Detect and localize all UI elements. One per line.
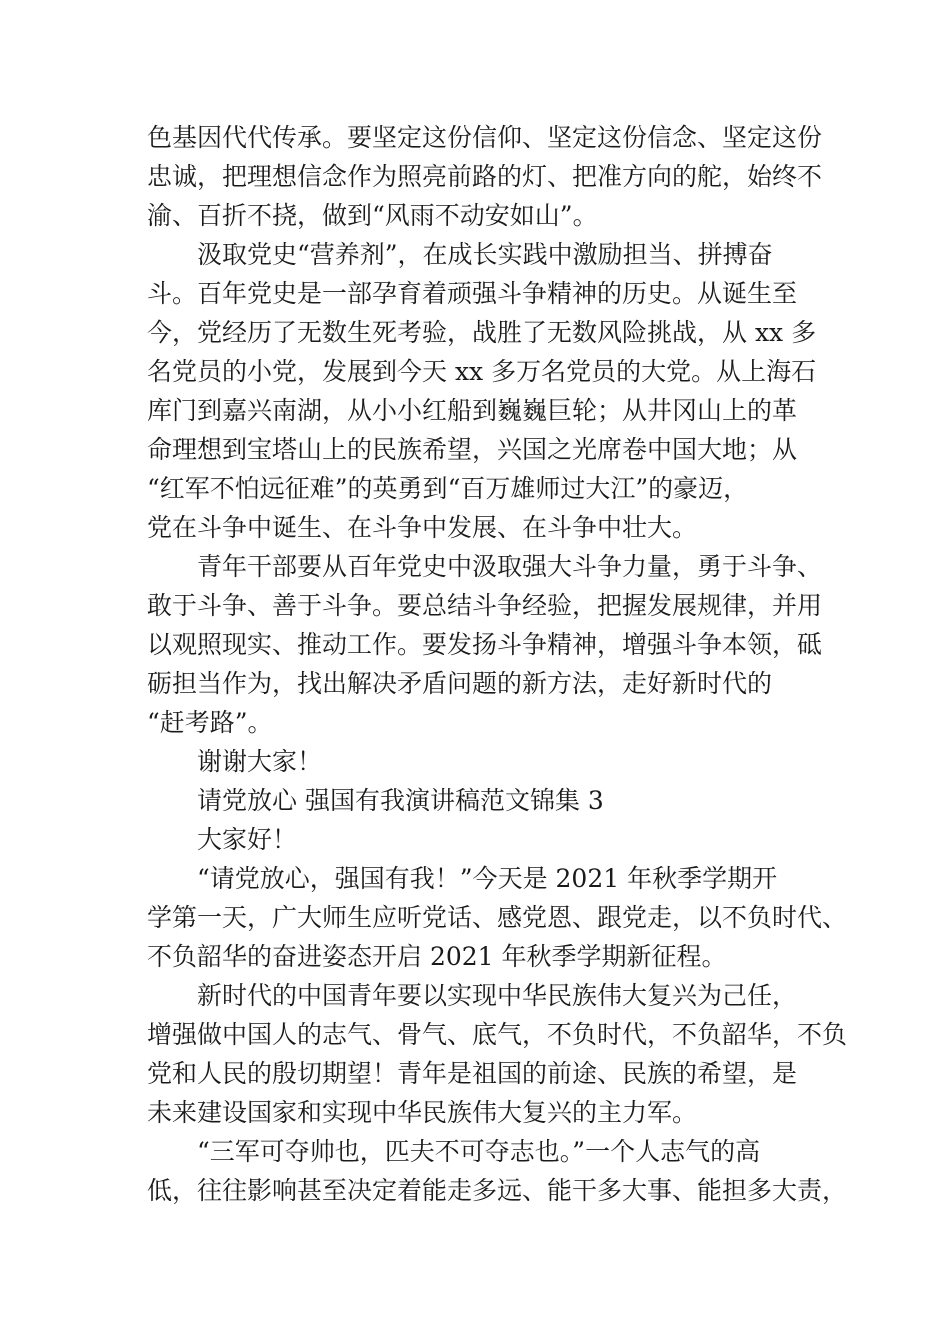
body-text-line: 增强做中国人的志气、骨气、底气，不负时代，不负韶华，不负	[147, 1020, 848, 1049]
body-text-line: 砺担当作为，找出解决矛盾问题的新方法，走好新时代的	[147, 669, 773, 698]
body-text-line: 名党员的小党，发展到今天 xx 多万名党员的大党。从上海石	[147, 357, 817, 386]
body-text-line: 忠诚，把理想信念作为照亮前路的灯、把准方向的舵，始终不	[147, 162, 823, 191]
paragraph-first-line: 新时代的中国青年要以实现中华民族伟大复兴为己任，	[197, 981, 798, 1010]
body-text-line: 库门到嘉兴南湖，从小小红船到巍巍巨轮；从井冈山上的革	[147, 396, 798, 425]
paragraph-first-line: “三军可夺帅也，匹夫不可夺志也。”一个人志气的高	[197, 1137, 761, 1166]
body-text-line: “赶考路”。	[147, 708, 273, 737]
body-text-line: 未来建设国家和实现中华民族伟大复兴的主力军。	[147, 1098, 698, 1127]
body-text-line: 色基因代代传承。要坚定这份信仰、坚定这份信念、坚定这份	[147, 123, 823, 152]
paragraph-first-line: 青年干部要从百年党史中汲取强大斗争力量，勇于斗争、	[197, 552, 823, 581]
body-text-line: 敢于斗争、善于斗争。要总结斗争经验，把握发展规律，并用	[147, 591, 823, 620]
body-text-line: 以观照现实、推动工作。要发扬斗争精神，增强斗争本领，砥	[147, 630, 823, 659]
body-text-line: 不负韶华的奋进姿态开启 2021 年秋季学期新征程。	[147, 942, 727, 971]
body-text-line: 党和人民的殷切期望！青年是祖国的前途、民族的希望，是	[147, 1059, 798, 1088]
body-text-line: 渝、百折不挠，做到“风雨不动安如山”。	[147, 201, 598, 230]
paragraph-first-line: “请党放心，强国有我！”今天是 2021 年秋季学期开	[197, 864, 778, 893]
body-text-line: 命理想到宝塔山上的民族希望，兴国之光席卷中国大地；从	[147, 435, 798, 464]
section-title: 请党放心 强国有我演讲稿范文锦集 3	[197, 786, 604, 815]
body-text-line: 党在斗争中诞生、在斗争中发展、在斗争中壮大。	[147, 513, 698, 542]
body-text-line: 今，党经历了无数生死考验，战胜了无数风险挑战，从 xx 多	[147, 318, 817, 347]
greeting-line: 大家好！	[197, 825, 298, 854]
body-text-line: 低，往往影响甚至决定着能走多远、能干多大事、能担多大责，	[147, 1176, 848, 1205]
closing-line: 谢谢大家！	[197, 747, 323, 776]
body-text-line: 学第一天，广大师生应听党话、感党恩、跟党走，以不负时代、	[147, 903, 848, 932]
body-text-line: “红军不怕远征难”的英勇到“百万雄师过大江”的豪迈，	[147, 474, 749, 503]
paragraph-first-line: 汲取党史“营养剂”，在成长实践中激励担当、拼搏奋	[197, 240, 773, 269]
body-text-line: 斗。百年党史是一部孕育着顽强斗争精神的历史。从诞生至	[147, 279, 798, 308]
